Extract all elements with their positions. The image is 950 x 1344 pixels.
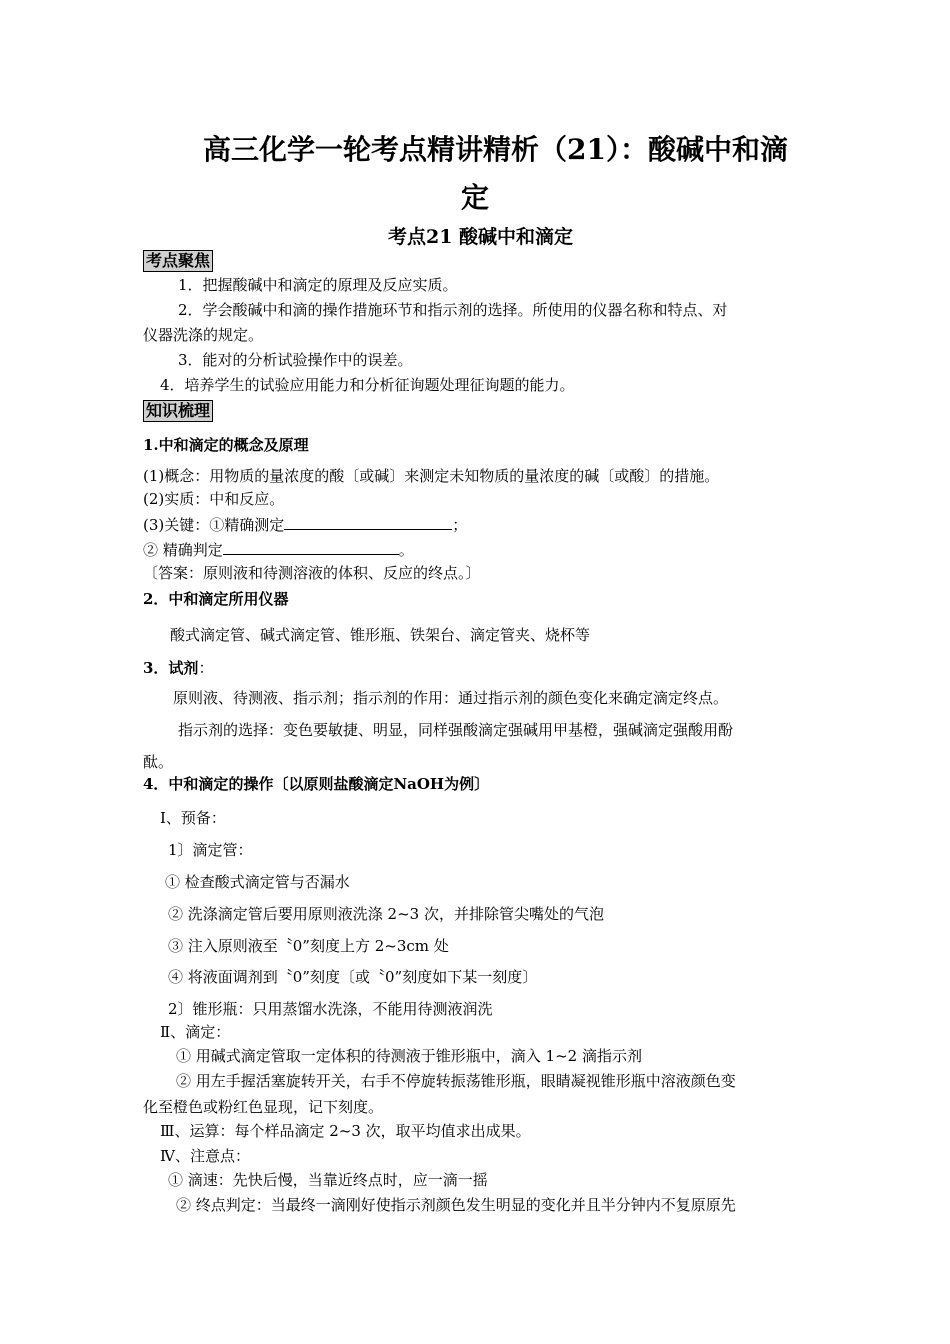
s1-key-a-end: ； — [452, 516, 468, 534]
focus-tag: 考点聚焦 — [143, 250, 213, 272]
s1-key-b-label: ② 精确判定 — [143, 541, 223, 559]
s1-essence: (2)实质：中和反应。 — [143, 490, 285, 508]
s4-line: 1〕滴定管： — [168, 841, 253, 859]
s1-key-b — [143, 538, 414, 560]
s4-line: ① 滴速：先快后慢，当靠近终点时，应一滴一摇 — [168, 1171, 488, 1189]
focus-item-1: 1．把握酸碱中和滴定的原理及反应实质。 — [178, 276, 458, 294]
s4-line: ② 洗涤滴定管后要用原则液洗涤 2~3 次，并排除管尖嘴处的气泡 — [168, 905, 604, 923]
answer-blank-2 — [223, 538, 399, 555]
s4-line: ② 用左手握活塞旋转开关，右手不停旋转振荡锥形瓶，眼睛凝视锥形瓶中溶液颜色变 — [176, 1072, 736, 1090]
s1-concept: (1)概念：用物质的量浓度的酸〔或碱〕来测定未知物质的量浓度的碱〔或酸〕的措施。 — [143, 467, 720, 485]
s4-line: Ⅲ、运算：每个样品滴定 2~3 次，取平均值求出成果。 — [160, 1122, 531, 1140]
s4-line: ① 检查酸式滴定管与否漏水 — [165, 873, 350, 891]
s3-heading-end: ： — [198, 659, 214, 677]
s4-line: ③ 注入原则液至〝0”刻度上方 2~3cm 处 — [168, 937, 449, 955]
s1-answer: 〔答案：原则液和待测溶液的体积、反应的终点。〕 — [143, 564, 481, 582]
s3-heading: 3．试剂 — [143, 659, 199, 677]
document-title-line2: 定 — [461, 181, 490, 214]
document-title-line1: 高三化学一轮考点精讲精析（21）：酸碱中和滴 — [203, 133, 788, 166]
s4-heading: 4．中和滴定的操作〔以原则盐酸滴定NaOH为例〕 — [143, 775, 490, 793]
s4-line: 化至橙色或粉红色显现，记下刻度。 — [143, 1098, 384, 1116]
s3-body-3: 酞。 — [143, 753, 174, 771]
s1-key-a-label: (3)关键：①精确测定 — [143, 516, 285, 534]
focus-item-4: 4．培养学生的试验应用能力和分析征询题处理征询题的能力。 — [160, 376, 575, 394]
s4-line: 2〕锥形瓶：只用蒸馏水洗涤，不能用待测液润洗 — [168, 1000, 493, 1018]
focus-item-2: 2．学会酸碱中和滴的操作措施环节和指示剂的选择。所使用的仪器名称和特点、对 — [178, 301, 728, 319]
s1-heading: 1.中和滴定的概念及原理 — [143, 436, 309, 454]
s4-line: ④ 将液面调剂到〝0”刻度〔或〝0”刻度如下某一刻度〕 — [168, 968, 538, 986]
focus-item-2-cont: 仪器洗涤的规定。 — [143, 326, 264, 344]
s4-line: Ⅰ、预备： — [160, 809, 226, 827]
knowledge-tag: 知识梳理 — [143, 400, 213, 422]
focus-item-3: 3．能对的分析试验操作中的误差。 — [178, 351, 413, 369]
s1-key-b-end: 。 — [398, 541, 414, 559]
answer-blank-1 — [284, 513, 452, 530]
s1-key-a — [143, 513, 467, 535]
s4-line: Ⅱ、滴定： — [160, 1023, 231, 1041]
s4-line: ① 用碱式滴定管取一定体积的待测液于锥形瓶中，滴入 1~2 滴指示剂 — [176, 1047, 642, 1065]
s3-body-2: 指示剂的选择：变色要敏捷、明显，同样强酸滴定强碱用甲基橙，强碱滴定强酸用酚 — [178, 721, 734, 739]
s2-body: 酸式滴定管、碱式滴定管、锥形瓶、铁架台、滴定管夹、烧杯等 — [170, 626, 591, 644]
s3-body-1: 原则液、待测液、指示剂；指示剂的作用：通过指示剂的颜色变化来确定滴定终点。 — [173, 689, 729, 707]
s3-heading-line — [143, 658, 213, 678]
s4-line: ② 终点判定：当最终一滴刚好使指示剂颜色发生明显的变化并且半分钟内不复原原先 — [176, 1196, 736, 1214]
s4-line: Ⅳ、注意点： — [160, 1147, 250, 1165]
section-subtitle: 考点21 酸碱中和滴定 — [388, 226, 574, 248]
s2-heading: 2．中和滴定所用仪器 — [143, 590, 289, 608]
